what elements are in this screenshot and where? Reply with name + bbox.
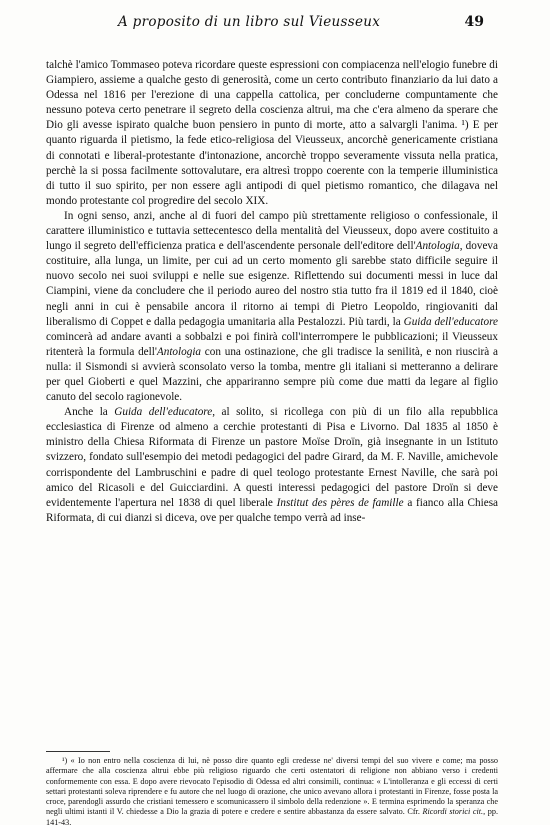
footnote [46,756,498,828]
running-title: A proposito di un libro sul Vieusseux [118,14,381,30]
italic-title: Institut des pères de famille [276,496,404,509]
paragraph [46,405,498,526]
italic-title: Antologia [415,240,460,253]
text-run: Anche la [64,406,115,419]
footnote-text [46,756,498,828]
text-run: ¹) « Io non entro nella coscienza di lui, nè posso dire quanto egli credesse ne' diversi tempi del suo vivere e come; ma posso affermare che alla coscienza altrui ebbe più religioso riguardo che certi ostentatori di religione non abbiano verso i credenti conformemente con essa. E dopo avere rievocato l'episodio di Odessa ed altri consimili, continua: « L'intolleranza e gli eccessi di certi settari protestanti soleva riprendere e fu autore che nel luogo di orazione, che unico avevano allora i protestanti in Firenze, fosse posta la croce, parendogli assurdo che cristiani temessero e scomunicassero il simbolo della redenzione ». E termina esprimendo la speranza che negli ultimi istanti il V. chiedesse a Dio la grazia di potere e credere e sentire abbastanza da essere salvato. Cfr. [46,756,498,817]
page-header [80,14,484,34]
italic-title: Guida dell'educatore [114,406,213,419]
text-run: , pp. 141-43. [46,807,498,827]
paragraph [46,209,498,405]
italic-title: Antologia [156,345,202,358]
text-run: , al solito, si ricollega con più di un filo alla repubblica ecclesiastica di Firenze od almeno a cerchie protestanti di Pisa e Livorno. Dal 1835 al 1850 è ministro della Chiesa Riformata di Firenze un pastore Moïse Droïn, già insegnante in un Istituto svizzero, fondato sull'esempio dei metodi pedagogici del padre Girard, da M. F. Naville, amichevole corrispondente del Lambruschini e padre di quel teologo protestante Ernest Naville, che sarà poi amico del Ricasoli e del Guicciardini. A questi interessi pedagogici del pastore Droïn si deve evidentemente l'apertura nel 1838 di quel liberale [46,406,498,509]
text-run: , doveva costituire, alla lunga, un limite, per cui ad un certo momento gli sarebbe stato difficile seguire il nuovo secolo nei suoi sviluppi e nelle sue esigenze. Riflettendo sui documenti messi in luce dal Ciampini, viene da concludere che il periodo aureo del nostro stia tutto fra il 1819 ed il 1840, cioè negli anni in cui è pensabile ancora il ritorno ai tempi di Pietro Leopoldo, ringiovaniti dal liberalismo di Coppet e dalla pedagogia umanitaria alla Pestalozzi. Più tardi, la [46,240,498,328]
italic-title: Guida dell'educatore [403,315,498,328]
text-run: talchè l'amico Tommaseo poteva ricordare queste espressioni con compiacenza nell'elogio funebre di Giampiero, assieme a qualche gesto di generosità, come un certo contributo finanziario da lui dato a Odessa nel 1816 per l'erezione di una cappella cattolica, per concluderne compuntamente che nessuno poteva certo penetrare il segreto della coscienza altrui, ma che c'era almeno da sperare che Dio gli avesse ispirato qualche buon pensiero in punto di morte, atto a salvargli l'anima. ¹) E per quanto riguarda il pietismo, la fede etico-religiosa del Vieusseux, ancorchè genericamente cristiana di connotati e liberal-protestante d'intonazione, ancorchè troppo severamente vissuta nella pratica, perchè la si possa facilmente sottovalutare, era altresì troppo coerente con la temperie illuministica di tutto il suo spirito, per non essere agli antipodi di quel pietismo romantico, che dilagava nel mondo protestante col progredire del secolo XIX. [46,59,498,207]
paragraph [46,58,498,209]
page-number: 49 [464,14,484,30]
main-text [46,58,498,526]
text-run: comincerà ad andare avanti a sobbalzi e poi finirà coll'interrompere le pubblicazioni; il Vieusseux ritenterà la formula dell' [46,330,498,358]
italic-title: Ricordi storici cit. [422,807,484,817]
text-run: a fianco alla Chiesa Riformata, di cui dianzi si diceva, ove per qualche tempo verrà ad inse- [46,496,499,524]
text-run: con una ostinazione, che gli tradisce la senilità, e non riuscirà a nulla: il Sismondi si avvierà sconsolato verso la tomba, mentre gli italiani si metteranno a delirare per quel Gioberti e quel Mazzini, che appariranno sempre più come due matti da legare al figlio canuto del secolo ragionevole. [46,345,498,404]
text-run: In ogni senso, anzi, anche al di fuori del campo più strettamente religioso o confessionale, il carattere illuministico e tuttavia settecentesco della mentalità del Vieusseux, dopo avere costituito a lungo il segreto dell'efficienza pratica e dell'ascendente personale dell'editore dell' [46,209,498,253]
footnote-rule [46,751,110,752]
